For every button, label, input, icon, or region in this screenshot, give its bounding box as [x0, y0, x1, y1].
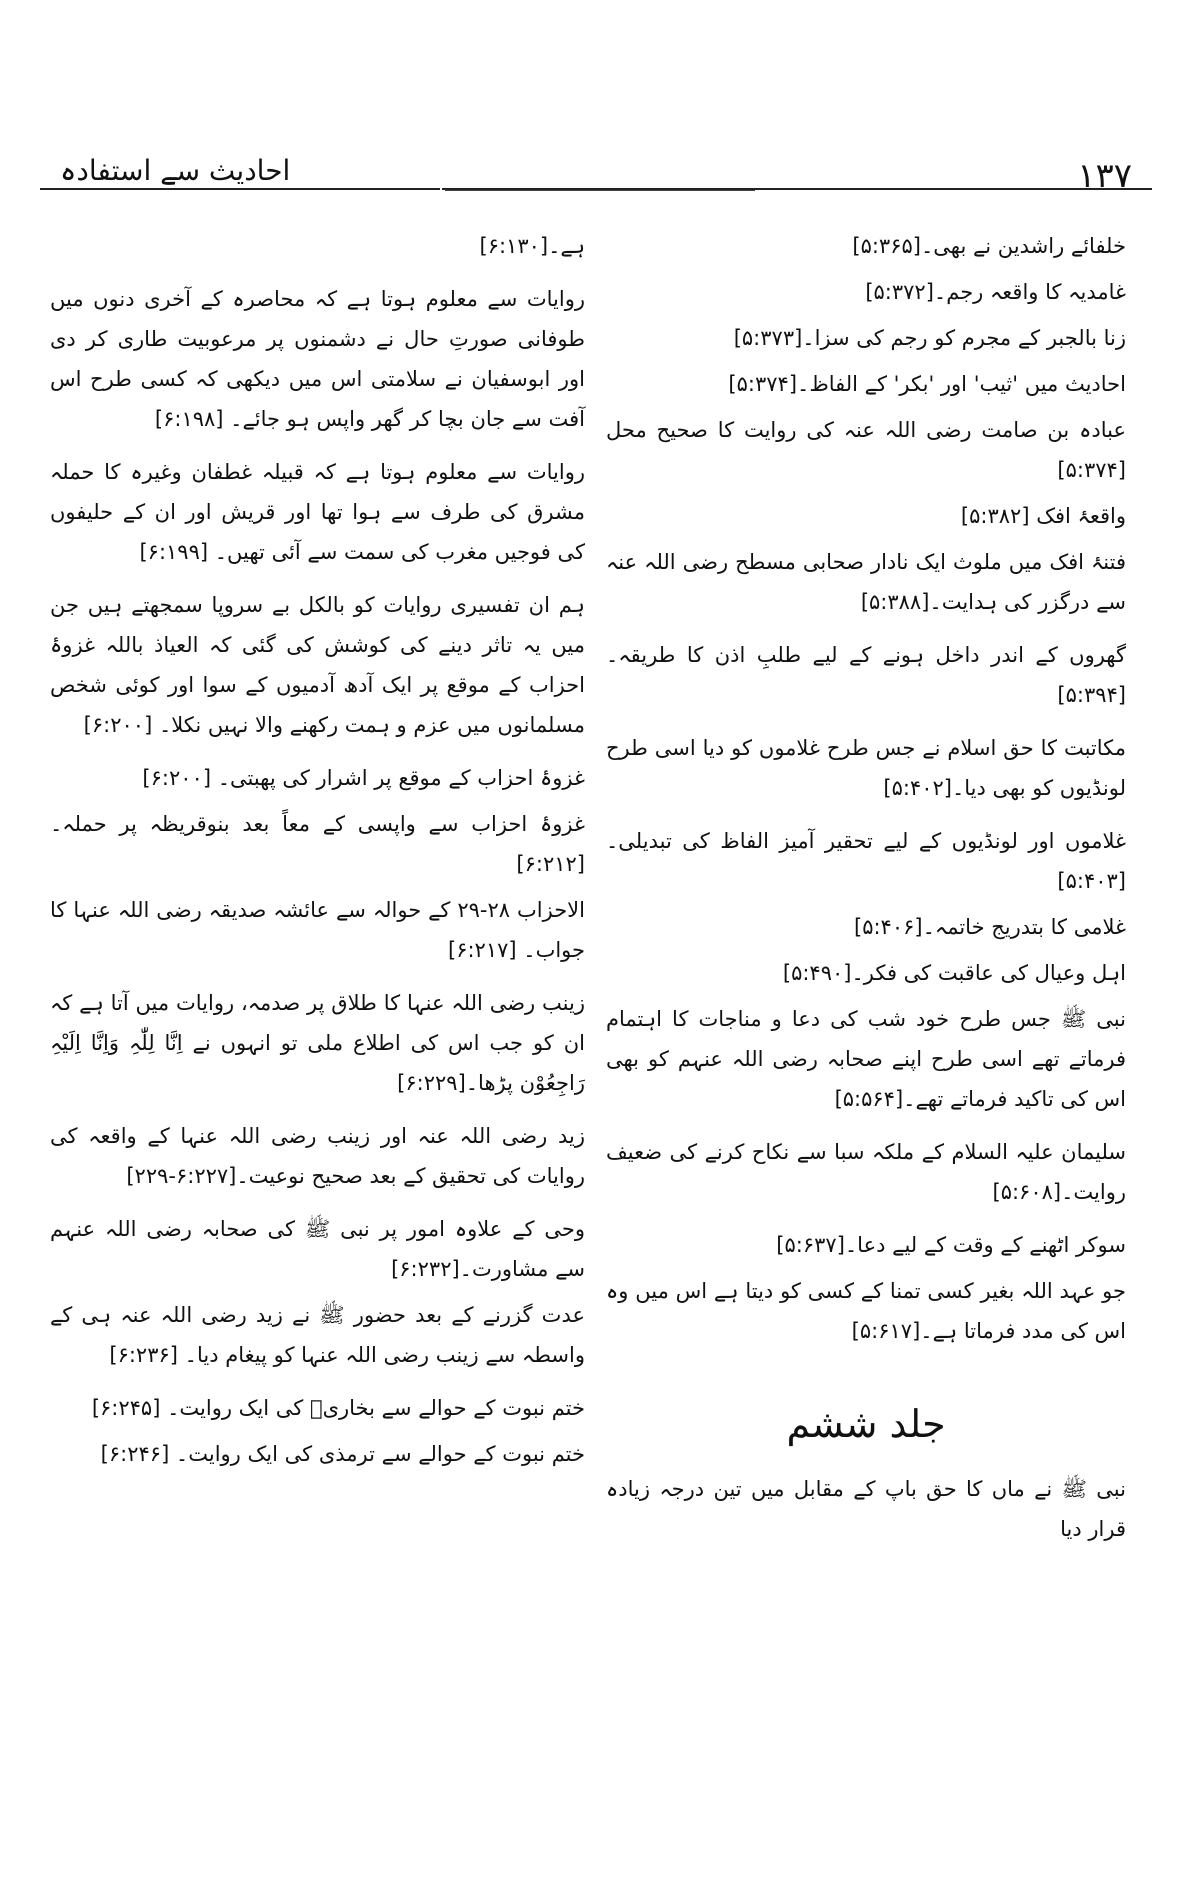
index-entry: خلفائے راشدین نے بھی۔[۵:۳۶۵] — [852, 234, 1126, 258]
index-entry: ختم نبوت کے حوالے سے ترمذی کی ایک روایت۔ [۶:۲۴۶] — [100, 1442, 585, 1466]
header-rule-left — [40, 188, 440, 190]
index-entry: واقعۂ افک [۵:۳۸۲] — [960, 504, 1126, 528]
index-entry: غزوۂ احزاب کے موقع پر اشرار کی پھبتی۔ [۶:۲۰۰] — [142, 766, 585, 790]
index-entry: الاحزاب ۲۸-۲۹ کے حوالہ سے عائشہ صدیقہ رضی اللہ عنہا کا جواب۔ [۶:۲۱۷] — [50, 898, 585, 962]
right-column — [606, 226, 1126, 1562]
index-entry: گھروں کے اندر داخل ہونے کے لیے طلبِ اذن کا طریقہ۔ [۵:۳۹۴] — [606, 643, 1126, 707]
index-entry: غلامی کا بتدریج خاتمہ۔[۵:۴۰۶] — [853, 915, 1126, 939]
index-entry: روایات سے معلوم ہوتا ہے کہ محاصرہ کے آخری دنوں میں طوفانی صورتِ حال نے دشمنوں پر مرعوبیت طاری کر دی اور ابوسفیان نے سلامتی اس میں دیکھی کہ کسی طرح اس آفت سے جان بچا کر گھر واپس ہو جائے۔ [۶:۱۹۸] — [50, 287, 585, 431]
running-title: احادیث سے استفادہ — [60, 154, 291, 187]
left-column — [50, 226, 585, 1480]
index-entry: وحی کے علاوہ امور پر نبی ﷺ کی صحابہ رضی اللہ عنہم سے مشاورت۔[۶:۲۳۲] — [50, 1217, 585, 1281]
index-entry: عدت گزرنے کے بعد حضور ﷺ نے زید رضی اللہ عنہ ہی کے واسطہ سے زینب رضی اللہ عنہا کو پیغام دیا۔ [۶:۲۳۶] — [50, 1303, 585, 1367]
index-entry: ہم ان تفسیری روایات کو بالکل بے سروپا سمجھتے ہیں جن میں یہ تاثر دینے کی کوشش کی گئی کہ العیاذ باللہ غزوۂ احزاب کے موقع پر ایک آدھ آدمیوں کے سوا اور کوئی شخص مسلمانوں میں عزم و ہمت رکھنے والا نہیں نکلا۔ [۶:۲۰۰] — [50, 593, 585, 737]
index-entry: غلاموں اور لونڈیوں کے لیے تحقیر آمیز الفاظ کی تبدیلی۔[۵:۴۰۳] — [606, 829, 1126, 893]
index-entry: نبی ﷺ نے ماں کا حق باپ کے مقابل میں تین درجہ زیادہ قرار دیا — [606, 1477, 1126, 1541]
index-entry: فتنۂ افک میں ملوث ایک نادار صحابی مسطح رضی اللہ عنہ سے درگزر کی ہدایت۔[۵:۳۸۸] — [606, 550, 1126, 614]
index-entry: زید رضی اللہ عنہ اور زینب رضی اللہ عنہا کے واقعہ کی روایات کی تحقیق کے بعد صحیح نوعیت۔[۶:۲۲۷-۲۲۹] — [50, 1124, 585, 1188]
index-entry: سلیمان علیہ السلام کے ملکہ سبا سے نکاح کرنے کی ضعیف روایت۔[۵:۶۰۸] — [606, 1140, 1126, 1204]
index-entry: روایات سے معلوم ہوتا ہے کہ قبیلہ غطفان وغیرہ کا حملہ مشرق کی طرف سے ہوا تھا اور قریش اور ان کے حلیفوں کی فوجیں مغرب کی سمت سے آئی تھیں۔ [۶:۱۹۹] — [50, 460, 585, 564]
index-entry: غزوۂ احزاب سے واپسی کے معاً بعد بنوقریظہ پر حملہ۔ [۶:۲۱۲] — [50, 812, 585, 876]
index-entry: مکاتبت کا حق اسلام نے جس طرح غلاموں کو دیا اسی طرح لونڈیوں کو بھی دیا۔[۵:۴۰۲] — [606, 736, 1126, 800]
page-header — [40, 150, 1152, 206]
header-rule-middle — [445, 190, 755, 191]
volume-subheading: جلد ششم — [786, 1402, 946, 1446]
index-entry: جو عہد اللہ بغیر کسی تمنا کے کسی کو دیتا ہے اس میں وہ اس کی مدد فرماتا ہے۔[۵:۶۱۷] — [606, 1279, 1126, 1343]
index-entry: غامدیہ کا واقعہ رجم۔[۵:۳۷۲] — [865, 280, 1126, 304]
index-entry: زنا بالجبر کے مجرم کو رجم کی سزا۔[۵:۳۷۳] — [733, 326, 1126, 350]
index-entry: اہل وعیال کی عاقبت کی فکر۔[۵:۴۹۰] — [782, 961, 1126, 985]
index-entry: ختم نبوت کے حوالے سے بخاریؒ کی ایک روایت۔ [۶:۲۴۵] — [91, 1396, 585, 1420]
index-entry: زینب رضی اللہ عنہا کا طلاق پر صدمہ، روایات میں آتا ہے کہ ان کو جب اس کی اطلاع ملی تو انہوں نے اِنَّا لِلّٰہِ وَاِنَّا اِلَیْہِ رَاجِعُوْن پڑھا۔[۶:۲۲۹] — [50, 991, 585, 1095]
index-entry: نبی ﷺ جس طرح خود شب کی دعا و مناجات کا اہتمام فرماتے تھے اسی طرح اپنے صحابہ رضی اللہ عنہم کو بھی اس کی تاکید فرماتے تھے۔[۵:۵۶۴] — [606, 1007, 1126, 1111]
index-entry: ہے۔[۶:۱۳۰] — [479, 234, 585, 258]
page-number: ۱۳۷ — [1077, 156, 1132, 196]
header-rule-right — [442, 188, 1152, 190]
index-entry: احادیث میں 'ثیب' اور 'بکر' کے الفاظ۔[۵:۳۷۴] — [728, 372, 1126, 396]
index-entry: عبادہ بن صامت رضی اللہ عنہ کی روایت کا صحیح محل [۵:۳۷۴] — [606, 418, 1126, 482]
index-entry: سوکر اٹھنے کے وقت کے لیے دعا۔[۵:۶۳۷] — [776, 1233, 1126, 1257]
